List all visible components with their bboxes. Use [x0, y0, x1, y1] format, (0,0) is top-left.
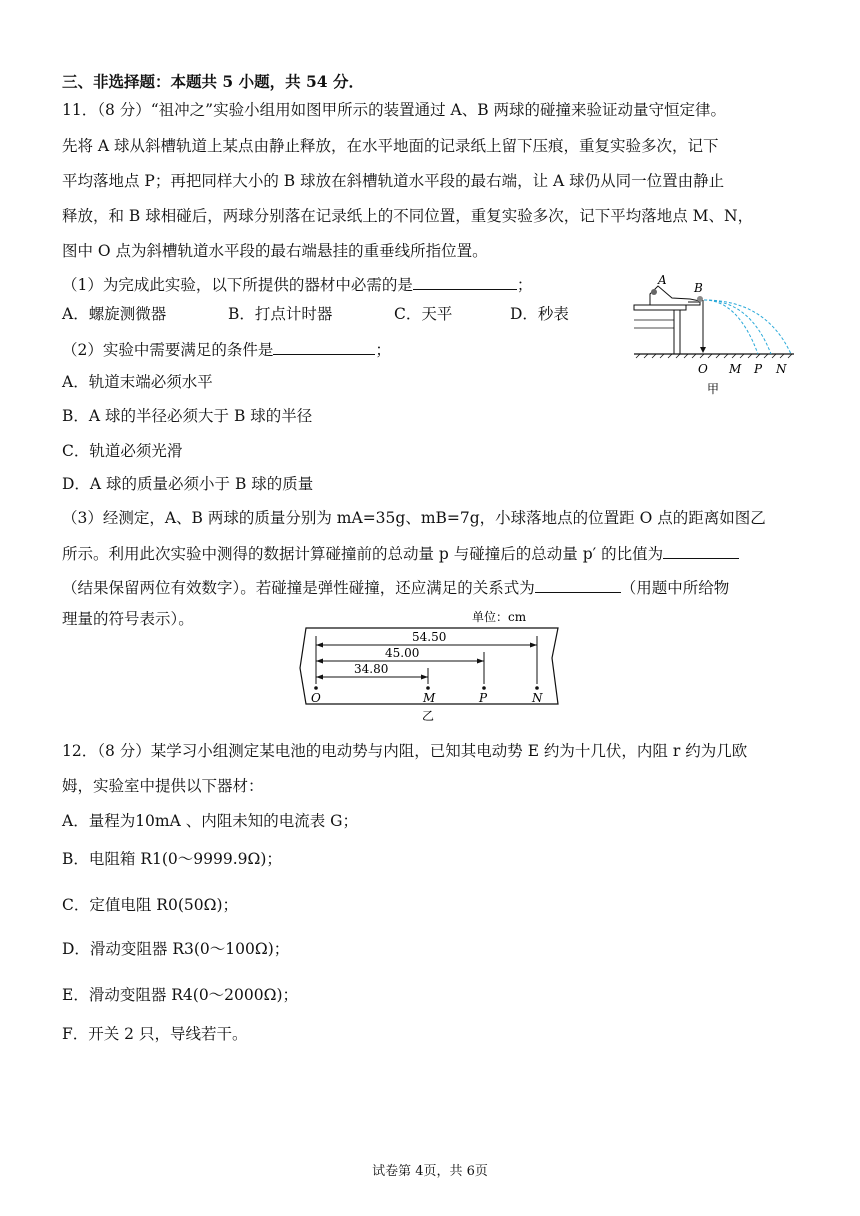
- label-b: B: [694, 281, 703, 295]
- q11-intro-line-3: 平均落地点 P；再把同样大小的 B 球放在斜槽轨道水平段的最右端，让 A 球仍从同一位置由静止: [62, 172, 725, 190]
- label-n: N: [776, 362, 787, 376]
- q11-part1: [62, 274, 532, 295]
- q11-part3-line-1: （3）经测定，A、B 两球的质量分别为 mA=35g、mB=7g，小球落地点的位置距 O 点的距离如图乙: [62, 509, 766, 527]
- figure-b-caption: 乙: [422, 709, 435, 723]
- page-footer: 试卷第 4页，共 6页: [372, 1164, 488, 1179]
- trajectory-n: [704, 300, 791, 354]
- q11-part3-line-3-text: （结果保留两位有效数字）。若碰撞是弹性碰撞，还应满足的关系式为: [62, 579, 535, 597]
- unit-label: 单位：cm: [472, 610, 527, 624]
- q11-intro-line-1: 11．（8 分）“祖冲之”实验小组用如图甲所示的装置通过 A、B 两球的碰撞来验证动量守恒定律。: [62, 101, 727, 119]
- point-p-label: P: [479, 691, 488, 705]
- q12-option-f: F．开关 2 只，导线若干。: [62, 1025, 248, 1043]
- q11-part3-line-3-end: （用题中所给物: [620, 579, 730, 597]
- point-m-label: M: [423, 691, 436, 705]
- option-d: D．秒表: [510, 305, 569, 323]
- option-c: C．天平: [394, 305, 453, 323]
- point-n-label: N: [532, 691, 543, 705]
- q11-part2-option-c: C．轨道必须光滑: [62, 442, 183, 460]
- q11-part3-line-5: 理量的符号表示）。: [62, 610, 194, 628]
- answer-blank-3[interactable]: [663, 543, 739, 559]
- option-b: B．打点计时器: [228, 305, 333, 323]
- point-p: [482, 686, 486, 690]
- answer-blank-2[interactable]: [273, 339, 375, 355]
- q12-option-b: B．电阻箱 R1(0～9999.9Ω)；: [62, 850, 282, 868]
- q11-part2-option-a: A．轨道末端必须水平: [62, 373, 213, 391]
- q11-part3-line-2: [62, 543, 739, 564]
- label-a: A: [658, 273, 667, 287]
- q11-part1-options: [62, 304, 569, 324]
- table-leg: [674, 310, 680, 354]
- ground-hatch: [636, 354, 792, 358]
- q12-intro-line-2: 姆，实验室中提供以下器材：: [62, 777, 264, 795]
- trajectory-m: [704, 300, 758, 354]
- figure-apparatus: [628, 272, 800, 402]
- q12-intro-line-1: 12．（8 分）某学习小组测定某电池的电动势与内阻，已知其电动势 E 约为十几伏，内阻 r 约为几欧: [62, 742, 748, 760]
- point-n: [535, 686, 539, 690]
- dim-om-label: 34.80: [354, 662, 389, 676]
- point-o: [314, 686, 318, 690]
- q11-part3-line-2-text: 所示。利用此次实验中测得的数据计算碰撞前的总动量 p 与碰撞后的总动量 p′ 的比值为: [62, 545, 664, 563]
- q11-part2-option-b: B．A 球的半径必须大于 B 球的半径: [62, 407, 313, 425]
- trajectory-p: [704, 300, 771, 354]
- answer-blank-4[interactable]: [535, 577, 621, 593]
- ball-a: [651, 289, 657, 295]
- q11-part3-line-3: [62, 577, 729, 598]
- point-m: [426, 686, 430, 690]
- q11-part1-end: ；: [516, 276, 533, 294]
- section-heading: 三、非选择题：本题共 5 小题，共 54 分．: [62, 72, 364, 91]
- q11-intro-line-2: 先将 A 球从斜槽轨道上某点由静止释放，在水平地面的记录纸上留下压痕，重复实验多次，记下: [62, 137, 719, 155]
- point-o-label: O: [311, 691, 321, 705]
- q11-part1-text: （1）为完成此实验，以下所提供的器材中必需的是: [62, 276, 413, 294]
- q11-part2-option-d: D．A 球的质量必须小于 B 球的质量: [62, 475, 314, 493]
- q11-intro-line-4: 释放，和 B 球相碰后，两球分别落在记录纸上的不同位置，重复实验多次，记下平均落地点 M、N，: [62, 207, 754, 225]
- q11-intro-line-5: 图中 O 点为斜槽轨道水平段的最右端悬挂的重垂线所指位置。: [62, 242, 488, 260]
- q12-option-e: E．滑动变阻器 R4(0～2000Ω)；: [62, 986, 299, 1004]
- label-p: P: [754, 362, 763, 376]
- label-m: M: [729, 362, 742, 376]
- q12-option-d: D．滑动变阻器 R3(0～100Ω)；: [62, 940, 290, 958]
- answer-blank-1[interactable]: [413, 274, 517, 290]
- label-o: O: [698, 362, 708, 376]
- q11-part2-text: （2）实验中需要满足的条件是: [62, 341, 274, 359]
- q12-option-c: C．定值电阻 R0(50Ω)；: [62, 896, 238, 914]
- q11-part2: [62, 339, 391, 360]
- option-a: A．螺旋测微器: [62, 305, 167, 323]
- q12-option-a: A．量程为10mA 、内阻未知的电流表 G；: [62, 812, 359, 830]
- figure-distance-ruler: [296, 608, 564, 728]
- dim-on-label: 54.50: [412, 630, 447, 644]
- table-top: [634, 305, 686, 310]
- ball-b: [697, 296, 703, 302]
- figure-a-caption: 甲: [707, 382, 720, 396]
- q11-part2-end: ；: [375, 341, 391, 359]
- dim-op-label: 45.00: [385, 646, 420, 660]
